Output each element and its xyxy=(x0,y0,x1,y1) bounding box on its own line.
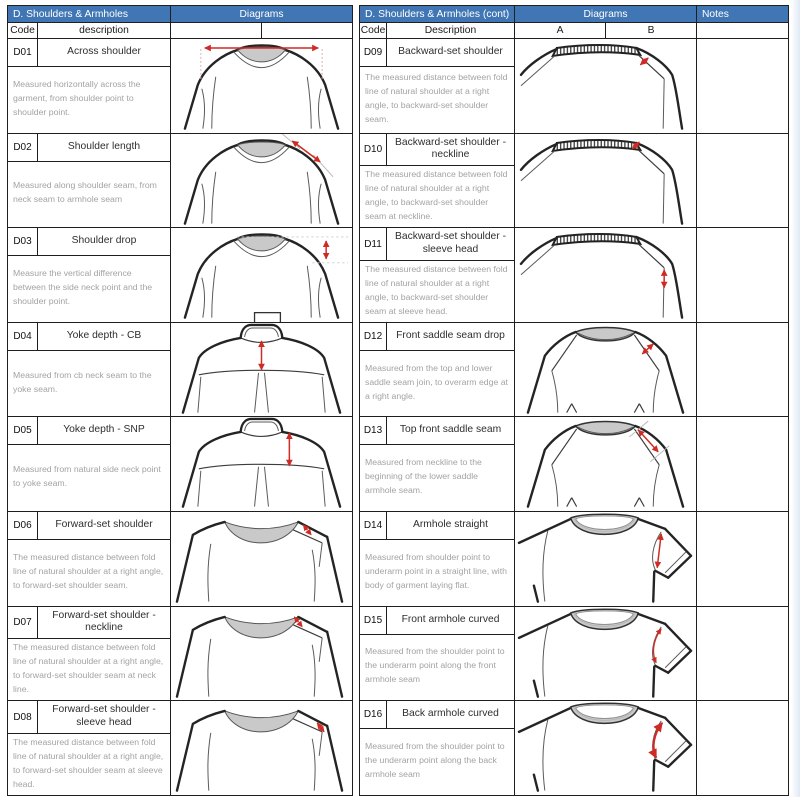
diagram-column-b-header: B xyxy=(606,23,697,38)
row-description-text: The measured distance between fold line of natural shoulder at a right angle, to forward-set shoulder seam at sleeve head. xyxy=(13,736,164,789)
left-table-header-row xyxy=(8,6,352,22)
spec-row-d16 xyxy=(360,700,788,795)
row-text-pane xyxy=(8,512,171,606)
row-description xyxy=(360,445,514,511)
diagram-cell xyxy=(515,607,697,701)
spec-row-d02 xyxy=(8,133,352,228)
diagram-cell xyxy=(515,323,697,417)
diagram-shirt-back-yoke-cb xyxy=(171,323,352,417)
row-description-text: The measured distance between fold line of natural shoulder at a right angle, to backward-set shoulder seam at sleeve head. xyxy=(365,263,508,316)
diagram-cell xyxy=(515,701,697,795)
diagram-backward-set-shoulder-sleeve-head xyxy=(515,228,696,322)
row-title: Forward-set shoulder - sleeve head xyxy=(52,704,156,729)
diagram-cell xyxy=(171,512,352,606)
row-title: Backward-set shoulder - neckline xyxy=(394,136,507,161)
left-diagrams-header: Diagrams xyxy=(239,8,284,20)
row-code: D11 xyxy=(360,228,387,260)
row-title: Top front saddle seam xyxy=(399,424,502,436)
row-title-box xyxy=(360,701,514,729)
diagram-cell xyxy=(171,39,352,133)
row-code: D04 xyxy=(8,323,38,350)
row-title-box xyxy=(8,228,170,256)
row-title: Shoulder length xyxy=(67,140,141,152)
row-code: D05 xyxy=(8,417,38,444)
row-code: D08 xyxy=(8,701,38,733)
diagram-forward-set-shoulder xyxy=(171,512,352,606)
row-description xyxy=(8,351,170,417)
row-description-text: Measured from neckline to the beginning of the lower saddle armhole seam. xyxy=(365,457,482,496)
row-title: Front saddle seam drop xyxy=(396,329,505,341)
spec-row-d01 xyxy=(8,38,352,133)
row-description xyxy=(8,639,170,701)
diagram-subcell-a xyxy=(171,23,262,38)
row-text-pane xyxy=(360,701,515,795)
row-title: Front armhole curved xyxy=(401,613,500,625)
row-description-text: Measured from the top and lower saddle seam join, to overarm edge at a right angle. xyxy=(365,362,508,401)
row-title-box xyxy=(8,323,170,351)
row-text-pane xyxy=(8,39,171,133)
diagram-cell xyxy=(515,39,697,133)
row-description-text: Measured from natural side neck point to yoke seam. xyxy=(13,464,161,489)
notes-header: Notes xyxy=(702,8,729,20)
description-column-header: description xyxy=(38,23,171,38)
notes-subcell xyxy=(697,23,788,38)
row-text-pane xyxy=(8,417,171,511)
row-description xyxy=(360,67,514,133)
row-title: Yoke depth - SNP xyxy=(63,424,145,436)
row-description xyxy=(360,540,514,606)
row-text-pane xyxy=(360,228,515,322)
row-title-box xyxy=(360,134,514,167)
row-title: Forward-set shoulder xyxy=(55,519,153,531)
row-description-text: The measured distance between fold line of natural shoulder at a right angle, to forward-set shoulder seam at neck line. xyxy=(13,642,164,695)
row-description-text: Measure the vertical difference between the side neck point and the shoulder point. xyxy=(13,268,153,306)
notes-cell xyxy=(697,607,788,701)
row-title: Across shoulder xyxy=(67,46,141,58)
row-description xyxy=(8,256,170,322)
row-code: D16 xyxy=(360,701,387,728)
spec-row-d14 xyxy=(360,511,788,606)
row-title: Back armhole curved xyxy=(402,708,499,720)
diagram-cell xyxy=(171,134,352,228)
row-title: Armhole straight xyxy=(413,519,488,531)
row-text-pane xyxy=(360,512,515,606)
row-text-pane xyxy=(360,607,515,701)
diagram-cell xyxy=(515,134,697,228)
row-description-text: Measured from the shoulder point to the underarm point along the back armhole seam xyxy=(365,741,505,779)
row-title: Backward-set shoulder xyxy=(398,46,503,58)
row-title: Shoulder drop xyxy=(71,235,137,247)
row-description xyxy=(8,540,170,606)
row-code: D02 xyxy=(8,134,38,161)
row-code: D10 xyxy=(360,134,387,166)
diagram-subcell-b xyxy=(262,23,353,38)
diagram-cell xyxy=(515,417,697,511)
row-description xyxy=(8,445,170,511)
row-code: D01 xyxy=(8,39,38,66)
diagram-raglan-top-saddle-seam xyxy=(515,417,696,511)
row-code: D13 xyxy=(360,417,387,444)
diagram-backward-set-shoulder xyxy=(515,39,696,133)
diagram-tshirt-front-armhole-curved xyxy=(515,607,696,701)
spec-row-d08 xyxy=(8,700,352,795)
row-description xyxy=(8,162,170,228)
diagram-cell xyxy=(171,323,352,417)
row-code: D09 xyxy=(360,39,387,66)
right-table-header-row xyxy=(360,6,788,22)
row-title-box xyxy=(8,417,170,445)
row-code: D15 xyxy=(360,607,387,634)
row-title-box xyxy=(360,228,514,261)
row-title-box xyxy=(8,701,170,734)
notes-cell xyxy=(697,323,788,417)
row-title: Forward-set shoulder - neckline xyxy=(52,609,156,634)
spec-row-d12 xyxy=(360,322,788,417)
row-description-text: The measured distance between fold line of natural shoulder at a right angle, to forward-set shoulder seam. xyxy=(13,551,164,590)
diagram-sweater-across-shoulder xyxy=(171,39,352,133)
diagram-tshirt-back-armhole-curved xyxy=(515,701,696,795)
diagram-cell xyxy=(171,607,352,701)
row-title-box xyxy=(360,39,514,67)
page-edge-strip xyxy=(791,0,800,797)
row-description xyxy=(360,166,514,228)
row-text-pane xyxy=(8,607,171,701)
row-title-box xyxy=(8,134,170,162)
table-shoulders-armholes-cont xyxy=(359,5,789,796)
row-title-box xyxy=(8,607,170,640)
row-description-text: Measured horizontally across the garment, from shoulder point to shoulder point. xyxy=(13,78,141,117)
row-text-pane xyxy=(360,323,515,417)
spec-row-d04 xyxy=(8,322,352,417)
right-table-title: D. Shoulders & Armholes (cont) xyxy=(360,6,515,22)
right-diagrams-header: Diagrams xyxy=(515,6,697,22)
row-description xyxy=(360,635,514,701)
spec-row-d10 xyxy=(360,133,788,228)
diagram-sweater-shoulder-drop xyxy=(171,228,352,322)
left-table-subheader-row xyxy=(8,22,352,38)
notes-cell xyxy=(697,701,788,795)
row-code: D06 xyxy=(8,512,38,539)
row-text-pane xyxy=(8,323,171,417)
row-title-box xyxy=(360,417,514,445)
diagram-raglan-saddle-seam-drop xyxy=(515,323,696,417)
diagram-cell xyxy=(515,512,697,606)
diagram-forward-set-shoulder-neckline xyxy=(171,607,352,701)
notes-cell xyxy=(697,417,788,511)
diagram-cell xyxy=(515,228,697,322)
row-title: Yoke depth - CB xyxy=(66,329,142,341)
left-table-title: D. Shoulders & Armholes xyxy=(8,6,171,22)
row-title-box xyxy=(360,607,514,635)
row-text-pane xyxy=(8,701,171,795)
row-text-pane xyxy=(8,134,171,228)
code-column-header: Code xyxy=(8,23,38,38)
spec-row-d03 xyxy=(8,227,352,322)
diagram-sweater-shoulder-length xyxy=(171,134,352,228)
diagram-column-a-header: A xyxy=(515,23,606,38)
row-description xyxy=(360,729,514,795)
diagram-cell xyxy=(171,228,352,322)
description-column-header: Description xyxy=(387,23,515,38)
row-code: D07 xyxy=(8,607,38,639)
diagram-shirt-back-yoke-snp xyxy=(171,417,352,511)
diagram-backward-set-shoulder-neckline xyxy=(515,134,696,228)
notes-cell xyxy=(697,512,788,606)
row-text-pane xyxy=(360,134,515,228)
row-description-text: The measured distance between fold line of natural shoulder at a right angle, to backward-set shoulder seam. xyxy=(365,71,508,124)
row-description-text: Measured from shoulder point to underarm point in a straight line, with body of garment laying flat. xyxy=(365,551,507,590)
notes-cell xyxy=(697,228,788,322)
row-code: D12 xyxy=(360,323,387,350)
diagram-forward-set-shoulder-sleeve-head xyxy=(171,701,352,795)
diagram-cell xyxy=(171,701,352,795)
spec-row-d15 xyxy=(360,606,788,701)
row-description-text: Measured from the shoulder point to the underarm point along the front armhole seam xyxy=(365,646,505,685)
spec-row-d06 xyxy=(8,511,352,606)
spec-row-d13 xyxy=(360,416,788,511)
row-code: D03 xyxy=(8,228,38,255)
spec-row-d09 xyxy=(360,38,788,133)
row-text-pane xyxy=(360,417,515,511)
notes-cell xyxy=(697,39,788,133)
row-description-text: Measured from cb neck seam to the yoke seam. xyxy=(13,369,152,394)
diagram-cell xyxy=(171,417,352,511)
row-title-box xyxy=(360,323,514,351)
row-code: D14 xyxy=(360,512,387,539)
diagram-tshirt-armhole-straight xyxy=(515,512,696,606)
row-title-box xyxy=(360,512,514,540)
row-description-text: The measured distance between fold line of natural shoulder at a right angle, to backward-set shoulder seam at neckline. xyxy=(365,169,508,222)
row-description xyxy=(360,351,514,417)
row-text-pane xyxy=(360,39,515,133)
row-description-text: Measured along shoulder seam, from neck seam to armhole seam xyxy=(13,180,157,205)
row-title-box xyxy=(8,512,170,540)
table-shoulders-armholes xyxy=(7,5,353,796)
notes-cell xyxy=(697,134,788,228)
row-text-pane xyxy=(8,228,171,322)
spec-row-d07 xyxy=(8,606,352,701)
spec-row-d11 xyxy=(360,227,788,322)
row-description xyxy=(8,734,170,796)
row-title-box xyxy=(8,39,170,67)
spec-row-d05 xyxy=(8,416,352,511)
code-column-header: Code xyxy=(360,25,386,36)
row-description xyxy=(360,261,514,323)
right-table-subheader-row xyxy=(360,22,788,38)
row-description xyxy=(8,67,170,133)
row-title: Backward-set shoulder - sleeve head xyxy=(394,231,507,256)
